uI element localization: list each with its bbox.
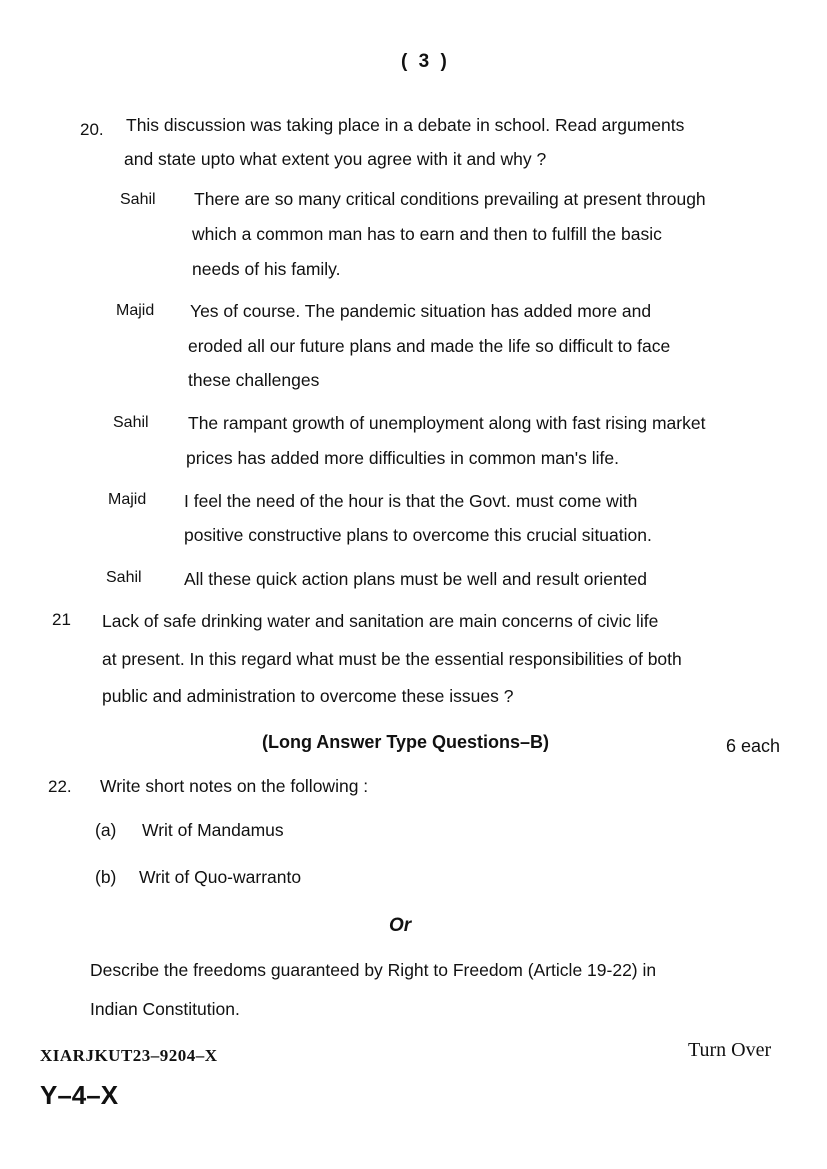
dialogue-3-speaker: Sahil xyxy=(113,414,149,431)
question-22-number: 22. xyxy=(48,777,72,796)
dialogue-2-line-1: Yes of course. The pandemic situation has added more and xyxy=(190,301,652,321)
dialogue-4-line-2: positive constructive plans to overcome this crucial situation. xyxy=(184,525,652,545)
dialogue-3-line-1: The rampant growth of unemployment along with fast rising market xyxy=(188,413,706,433)
dialogue-2-line-2: eroded all our future plans and made the life so difficult to face xyxy=(188,336,671,356)
dialogue-5-speaker: Sahil xyxy=(106,569,142,586)
question-21-line-2: at present. In this regard what must be the essential responsibilities of both xyxy=(102,649,682,669)
question-22-part-a-label: (a) xyxy=(95,820,117,840)
question-21-line-3: public and administration to overcome these issues ? xyxy=(102,686,514,706)
question-22-alt-line-1: Describe the freedoms guaranteed by Right to Freedom (Article 19-22) in xyxy=(90,960,657,980)
dialogue-4-line-1: I feel the need of the hour is that the Govt. must come with xyxy=(184,491,638,511)
dialogue-1-speaker: Sahil xyxy=(120,191,156,208)
turn-over-note: Turn Over xyxy=(688,1039,772,1061)
question-21-line-1: Lack of safe drinking water and sanitation are main concerns of civic life xyxy=(102,611,659,631)
page-number: ( 3 ) xyxy=(401,51,450,72)
question-21-number: 21 xyxy=(52,610,71,629)
question-22-text: Write short notes on the following : xyxy=(100,776,369,796)
section-heading: (Long Answer Type Questions–B) xyxy=(262,732,550,752)
dialogue-1-line-2: which a common man has to earn and then to fulfill the basic xyxy=(192,224,662,244)
dialogue-1-line-3: needs of his family. xyxy=(192,259,341,279)
paper-code: XIARJKUT23–9204–X xyxy=(40,1046,218,1065)
question-20-line-2: and state upto what extent you agree with it and why ? xyxy=(124,149,547,169)
dialogue-3-line-2: prices has added more difficulties in common man's life. xyxy=(186,448,619,468)
dialogue-2-line-3: these challenges xyxy=(188,370,320,390)
question-22-part-b-text: Writ of Quo-warranto xyxy=(139,867,302,887)
question-22-alt-line-2: Indian Constitution. xyxy=(90,999,240,1019)
dialogue-1-line-1: There are so many critical conditions prevailing at present through xyxy=(194,189,706,209)
or-separator: Or xyxy=(389,915,412,936)
set-code: Y–4–X xyxy=(40,1080,119,1110)
question-22-part-b-label: (b) xyxy=(95,867,117,887)
question-20-line-1: This discussion was taking place in a debate in school. Read arguments xyxy=(126,115,685,135)
question-20-number: 20. xyxy=(80,120,104,139)
question-22-part-a-text: Writ of Mandamus xyxy=(142,820,284,840)
section-marks: 6 each xyxy=(726,736,781,756)
dialogue-4-speaker: Majid xyxy=(108,491,147,508)
dialogue-2-speaker: Majid xyxy=(116,302,155,319)
dialogue-5-line-1: All these quick action plans must be well and result oriented xyxy=(184,569,648,589)
